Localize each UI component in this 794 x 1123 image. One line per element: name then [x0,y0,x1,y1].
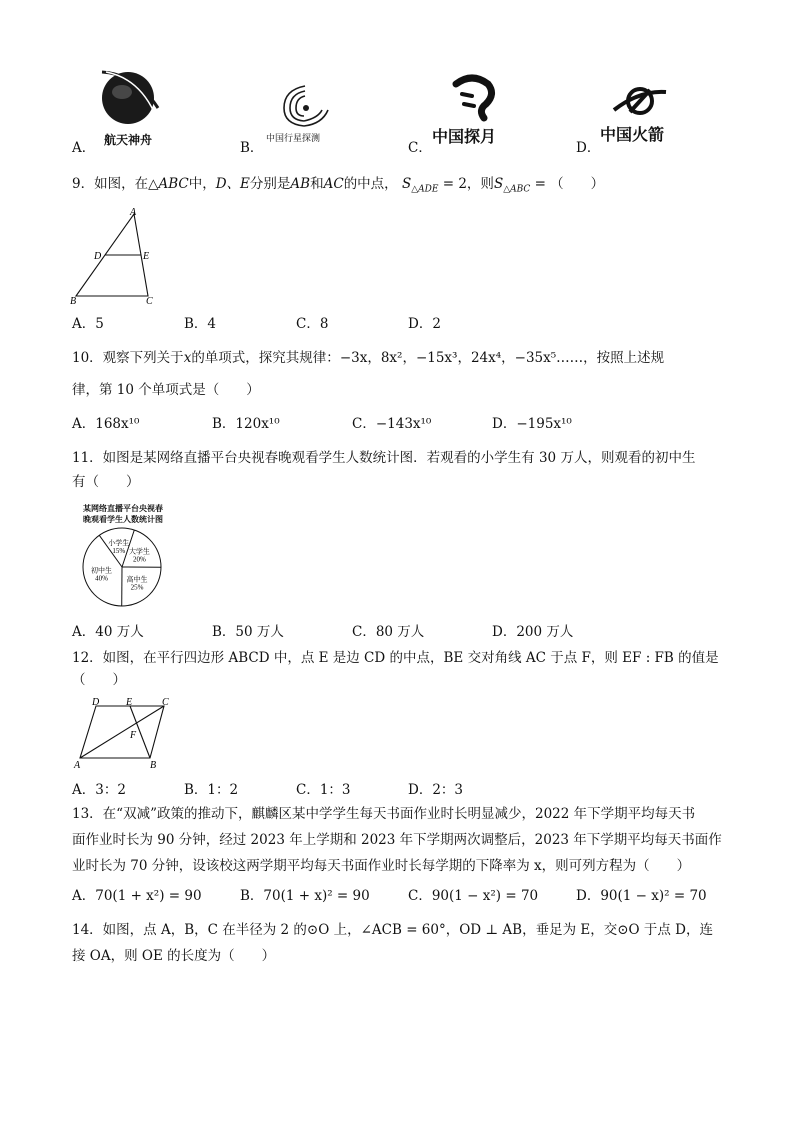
q11-option-a[interactable]: A．40 万人 [72,624,144,640]
q11-stem-line1: 11．如图是某网络直播平台央视春晚观看学生人数统计图．若观看的小学生有 30 万人，则观看的初中生 [72,450,696,466]
label-c: C [162,697,169,708]
option-b[interactable]: B． [240,140,264,156]
q12-stem-line2: （ ） [72,672,126,688]
option-d[interactable]: D． [576,140,601,156]
q9-triangle-figure [68,206,164,306]
pie-slice-label: 高中生 [126,575,148,584]
q14-stem-line1: 14．如图，点 A，B，C 在半径为 2 的⊙O 上，∠ACB = 60°，OD ⊥ AB，垂足为 E，交⊙O 于点 D，连 [72,922,714,938]
q10-stem-line1: 10．观察下列关于x的单项式，探究其规律：−3x，8x²，−15x³，24x⁴，−35x⁵……，按照上述规 [72,350,665,366]
q13-stem-line1: 13．在“双减”政策的推动下，麒麟区某中学学生每天书面作业时长明显减少，2022 年下学期平均每天书 [72,806,696,822]
q12-option-b[interactable]: B．1：2 [184,782,239,798]
q13-option-d[interactable]: D．90(1 − x)² = 70 [576,888,707,904]
logo-a-text: 航天神舟 [104,133,153,147]
diagonal-ac [80,706,164,758]
label-b: B [70,296,77,306]
label-c: C [146,296,153,306]
label-d: D [92,697,100,708]
option-a[interactable]: A． [72,140,96,156]
q12-option-a[interactable]: A．3：2 [72,782,126,798]
logo-d-text: 中国火箭 [600,125,665,144]
q11-chart-title [74,503,172,525]
pie-slice-value: 15% [112,546,126,555]
q11-option-d[interactable]: D．200 万人 [492,624,574,640]
option-c[interactable]: C． [408,140,432,156]
q10-stem-line2: 律，第 10 个单项式是（ ） [72,382,260,398]
q9-option-a[interactable]: A．5 [72,316,104,332]
q14-stem-line2: 接 OA，则 OE 的长度为（ ） [72,948,276,964]
q12-option-d[interactable]: D．2：3 [408,782,464,798]
q9-stem: 9．如图，在△ABC中，D、E分别是AB和AC的中点， $S_{\triangle ADE} = 2$，则$S_{\triangle ABC}$ = （ ） [72,176,605,195]
lunar-exploration-logo-icon [448,74,498,122]
label-f: F [130,730,137,741]
q10-option-b[interactable]: B．120x¹⁰ [212,416,280,432]
q13-option-c[interactable]: C．90(1 − x²) = 70 [408,888,539,904]
q10-option-a[interactable]: A．168x¹⁰ [72,416,140,432]
label-e: E [143,251,150,262]
planetary-exploration-logo-icon [270,80,340,130]
q11-stem-line2: 有（ ） [72,474,140,490]
label-e: E [126,697,133,708]
q9-option-d[interactable]: D．2 [408,316,441,332]
q10-option-c[interactable]: C．−143x¹⁰ [352,416,432,432]
q12-stem-line1: 12．如图，在平行四边形 ABCD 中，点 E 是边 CD 的中点，BE 交对角线 AC 于点 F，则 EF : FB 的值是 [72,650,719,666]
q12-option-c[interactable]: C．1：3 [296,782,351,798]
logo-b-text: 中国行星探测 [266,134,321,144]
label-a: A [74,760,81,771]
shenzhou-logo-icon [96,68,162,130]
pie-slice-label: 小学生 [108,538,130,547]
label-d: D [94,251,102,262]
q9-option-c[interactable]: C．8 [296,316,329,332]
pie-slice-label: 大学生 [128,547,150,556]
q13-stem-line3: 业时长为 70 分钟，设该校这两学期平均每天书面作业时长每学期的下降率为 x，则可列方程为（ ） [72,858,691,874]
q13-stem-line2: 面作业时长为 90 分钟，经过 2023 年上学期和 2023 年下学期两次调整后，2023 年下学期平均每天书面作 [72,832,722,848]
q11-option-c[interactable]: C．80 万人 [352,624,425,640]
q13-option-b[interactable]: B．70(1 + x)² = 90 [240,888,370,904]
q9-option-b[interactable]: B．4 [184,316,217,332]
q13-option-a[interactable]: A．70(1 + x²) = 90 [72,888,202,904]
q12-parallelogram-figure [72,696,176,772]
chart-title-line2: 晚观看学生人数统计图 [83,515,163,524]
q10-option-d[interactable]: D．−195x¹⁰ [492,416,572,432]
logo-c-text: 中国探月 [432,127,497,146]
pie-slice-value: 25% [130,583,144,592]
q11-option-b[interactable]: B．50 万人 [212,624,284,640]
china-rocket-logo-icon [612,84,668,118]
label-b: B [150,760,157,771]
chart-title-line1: 某网络直播平台央视春 [83,504,163,513]
label-a: A [130,207,137,218]
pie-slice-value: 20% [133,555,146,564]
pie-slice-label: 初中生 [91,566,113,575]
q11-pie-chart [74,526,170,608]
pie-slice-value: 40% [95,574,108,583]
